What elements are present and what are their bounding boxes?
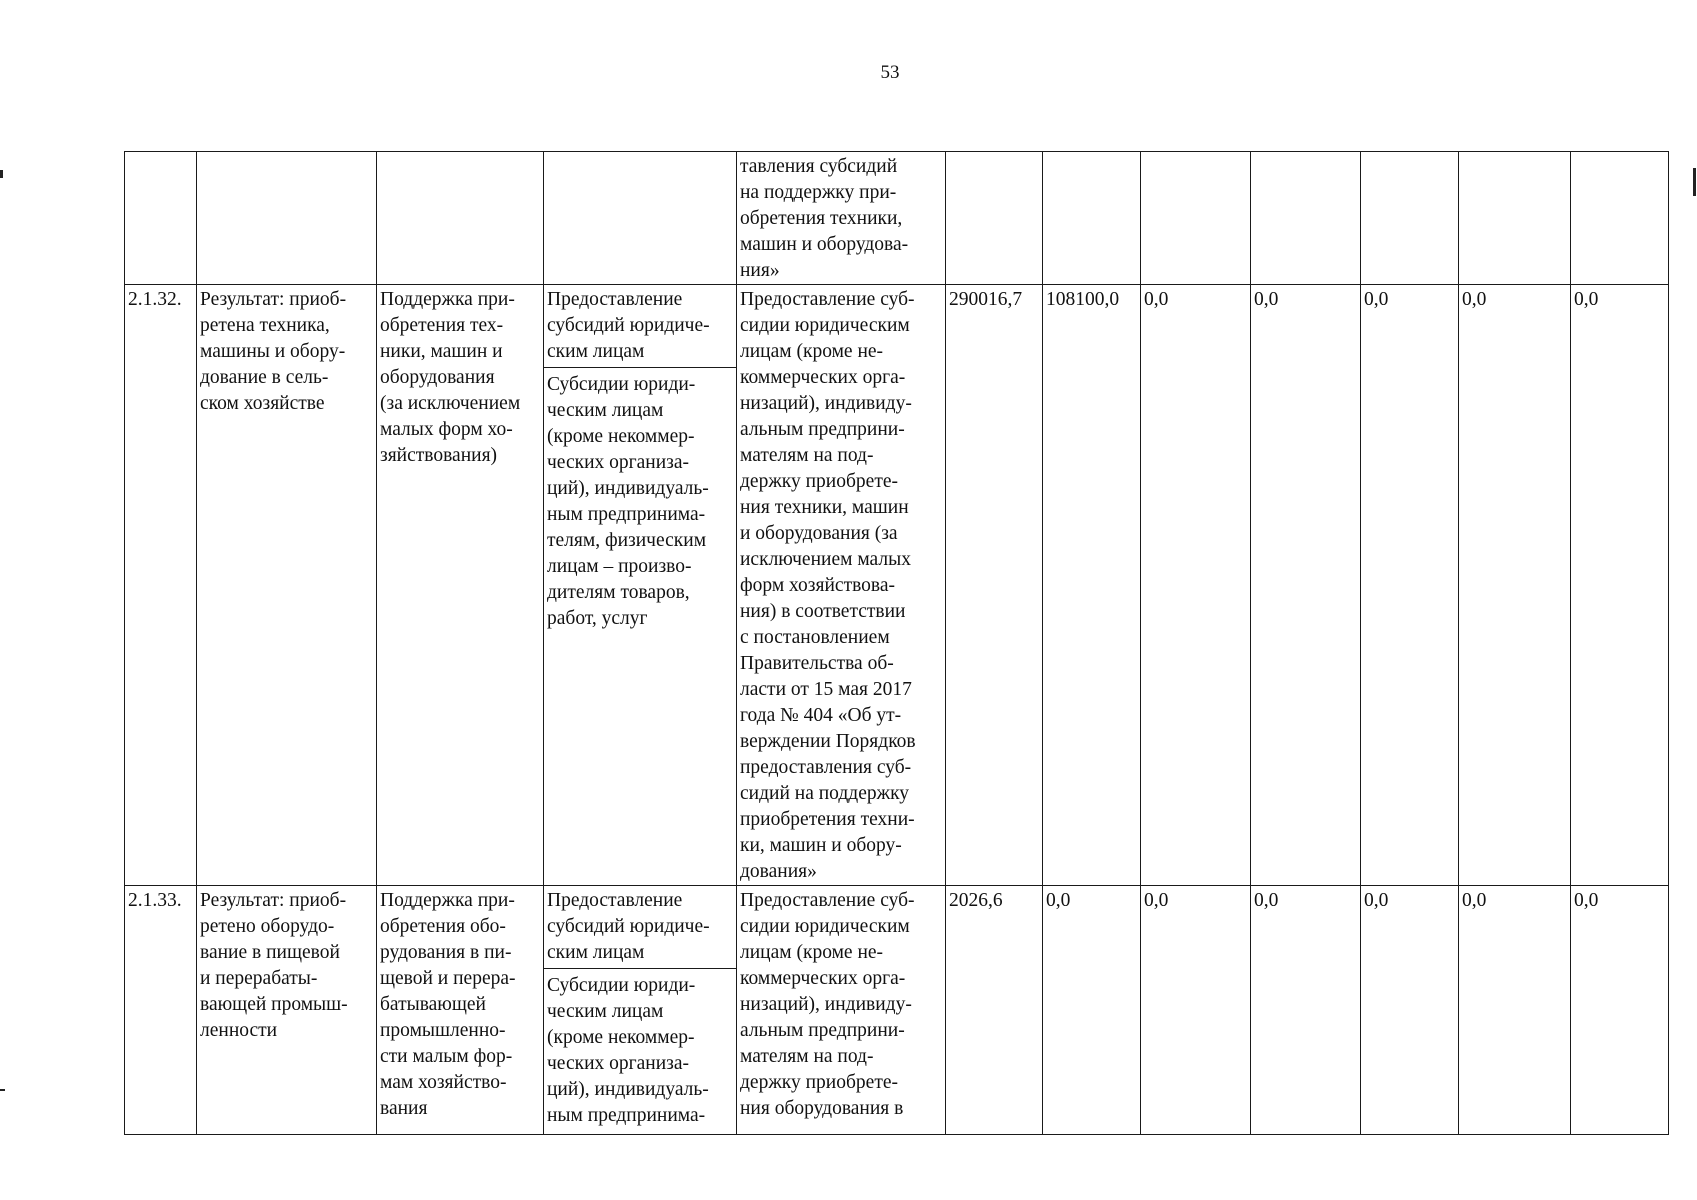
- cell-number: 2.1.32.: [125, 285, 197, 886]
- cell-measure: Поддержка при- обретения обо- рудования в пи- щевой и перера- батывающей промышленно- сти малым фор- мам хозяйство- вания: [377, 886, 544, 1135]
- cell-value: 0,0: [1251, 285, 1361, 886]
- cell-value: 0,0: [1251, 886, 1361, 1135]
- cell-value: [1141, 152, 1251, 285]
- cell-result: Результат: приоб- ретено оборудо- вание в пищевой и перерабаты- вающей промыш- ленности: [197, 886, 377, 1135]
- cell-type-sub: Субсидии юриди- ческим лицам (кроме некоммер- ческих организа- ций), индивидуаль- ным предпринима- телям, физическим лицам – произво- дителям товаров, работ, услуг: [547, 374, 709, 629]
- cell-type-main: Предоставление субсидий юридиче- ским лицам: [544, 285, 736, 368]
- cell-description: тавления субсидий на поддержку при- обретения техники, машин и оборудова- ния»: [737, 152, 946, 285]
- cell-type-main: Предоставление субсидий юридиче- ским лицам: [544, 886, 736, 969]
- cell-result: [197, 152, 377, 285]
- cell-value: [1043, 152, 1141, 285]
- cell-value: [1251, 152, 1361, 285]
- cell-type-sub: Субсидии юриди- ческим лицам (кроме некоммер- ческих организа- ций), индивидуаль- ным предпринима-: [547, 975, 709, 1126]
- cell-value: 0,0: [1459, 886, 1571, 1135]
- cell-value: 0,0: [1361, 886, 1459, 1135]
- cell-value: 0,0: [1361, 285, 1459, 886]
- cell-value: 0,0: [1141, 285, 1251, 886]
- cell-value: 0,0: [1043, 886, 1141, 1135]
- cell-value: 2026,6: [946, 886, 1043, 1135]
- cell-type: [544, 886, 737, 1135]
- table-row-continuation: [125, 152, 1669, 285]
- left-edge-mark: [0, 1089, 5, 1091]
- cell-value: [946, 152, 1043, 285]
- cell-type: [544, 285, 737, 886]
- program-measures-table: [124, 151, 1669, 1135]
- cell-measure: Поддержка при- обретения тех- ники, машин и оборудования (за исключением малых форм хо- зяйствования): [377, 285, 544, 886]
- right-edge-mark: [1693, 168, 1696, 196]
- cell-value: 0,0: [1459, 285, 1571, 886]
- cell-number: [125, 152, 197, 285]
- cell-value: 290016,7: [946, 285, 1043, 886]
- cell-value: 0,0: [1571, 886, 1669, 1135]
- cell-value: 0,0: [1571, 285, 1669, 886]
- cell-description: Предоставление суб- сидии юридическим лицам (кроме не- коммерческих орга- низаций), индивиду- альным предприни- мателям на под- держку приобрете- ния оборудования в: [737, 886, 946, 1135]
- left-edge-mark: [0, 170, 3, 178]
- cell-description: Предоставление суб- сидии юридическим лицам (кроме не- коммерческих орга- низаций), индивиду- альным предприни- мателям на под- держку приобрете- ния техники, машин и оборудования (за исключением малых форм хозяйствова- ния) в соответствии с постановлением Правительства об- ласти от 15 мая 2017 года № 404 «Об ут- верждении Порядков предоставления суб- сидий на поддержку приобретения техни- ки, машин и обору- дования»: [737, 285, 946, 886]
- cell-number: 2.1.33.: [125, 886, 197, 1135]
- cell-measure: [377, 152, 544, 285]
- cell-value: 0,0: [1141, 886, 1251, 1135]
- cell-value: 108100,0: [1043, 285, 1141, 886]
- cell-value: [1361, 152, 1459, 285]
- cell-type: [544, 152, 737, 285]
- table-row: [125, 285, 1669, 886]
- table-row: [125, 886, 1669, 1135]
- cell-value: [1459, 152, 1571, 285]
- cell-result: Результат: приоб- ретена техника, машины и обору- дование в сель- ском хозяйстве: [197, 285, 377, 886]
- cell-value: [1571, 152, 1669, 285]
- page-number: 53: [880, 62, 900, 83]
